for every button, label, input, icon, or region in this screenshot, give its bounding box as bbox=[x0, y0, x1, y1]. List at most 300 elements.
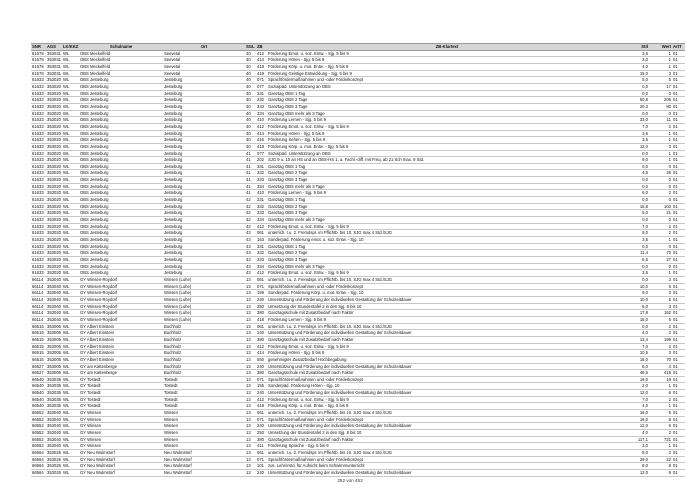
table-cell: 418 bbox=[256, 63, 267, 70]
table-row bbox=[31, 177, 685, 184]
table-cell: OBS Jesteburg bbox=[79, 223, 163, 230]
table-cell: 66540 bbox=[31, 403, 46, 410]
table-cell: 01 bbox=[672, 436, 685, 443]
table-row bbox=[31, 456, 685, 463]
table-cell: 10,5 bbox=[627, 350, 649, 357]
table-cell: 40 bbox=[245, 110, 256, 117]
table-cell: 205 bbox=[649, 97, 672, 104]
table-cell: Sonderpäd. Förderung emot. u. soz. Entw. - Sjg. 10 bbox=[267, 237, 627, 244]
table-row bbox=[31, 403, 685, 410]
table-cell: 4,5 bbox=[627, 170, 649, 177]
page-number: 252 von 453 bbox=[337, 478, 363, 483]
table-cell: 353020 bbox=[47, 143, 61, 149]
table-cell: Förderung Körp. u. mot. Entw. - Sjg. 5 bis 9 bbox=[267, 143, 627, 150]
table-cell: 66114 bbox=[31, 303, 46, 310]
table-cell: Förderung Emot. u. soz. Entw. - Sjg. 5 bis 9 bbox=[267, 343, 627, 350]
table-cell: GY Neu Wulmstorf bbox=[79, 470, 163, 477]
table-cell: WL bbox=[62, 203, 79, 210]
table-cell: Winsen bbox=[163, 436, 245, 443]
table-cell: 3,5 bbox=[627, 270, 649, 277]
table-cell: 0 bbox=[649, 110, 672, 117]
table-cell: 6 bbox=[649, 390, 672, 397]
table-cell: 01 bbox=[672, 343, 685, 350]
table-cell: WL bbox=[62, 83, 79, 90]
table-cell: 353026 bbox=[47, 470, 61, 475]
table-cell: 240 bbox=[256, 470, 267, 477]
table-cell: 01 bbox=[672, 423, 685, 430]
table-cell: OBS Jesteburg bbox=[79, 217, 163, 224]
table-cell: 332 bbox=[256, 203, 267, 210]
table-cell: Jesteburg bbox=[163, 203, 245, 210]
table-cell: Jesteburg bbox=[163, 250, 245, 257]
table-cell: 01 bbox=[672, 356, 685, 363]
table-cell: 66515 bbox=[31, 343, 46, 350]
table-cell: 61633 bbox=[31, 223, 46, 230]
table-cell: 40 bbox=[245, 130, 256, 137]
table-cell: 41 bbox=[245, 177, 256, 184]
table-cell: 2 bbox=[649, 223, 672, 230]
table-cell: OBS Meckelfeld bbox=[79, 57, 163, 64]
table-cell: GY Winsen-Roydorf bbox=[79, 316, 163, 323]
table-cell: 380 bbox=[256, 370, 267, 377]
table-cell: 01 bbox=[672, 243, 685, 250]
table-cell: 40 bbox=[245, 70, 256, 77]
table-row bbox=[31, 77, 685, 84]
table-cell: Ganztag OBS 3 Tage bbox=[267, 257, 627, 264]
table-cell: WL bbox=[62, 183, 79, 190]
table-cell: Jesteburg bbox=[163, 130, 245, 137]
table-cell: 155 bbox=[256, 383, 267, 390]
table-cell: OBS Jesteburg bbox=[79, 237, 163, 244]
table-cell: 353040 bbox=[47, 410, 61, 416]
table-cell: 0,0 bbox=[627, 83, 649, 90]
table-cell: Winsen (Luhe) bbox=[163, 283, 245, 290]
table-cell: 3 bbox=[649, 303, 672, 310]
table-row bbox=[31, 396, 685, 403]
table-cell: GY Tostedt bbox=[79, 383, 163, 390]
table-cell: 5 bbox=[649, 410, 672, 417]
table-cell: Winsen (Luhe) bbox=[163, 303, 245, 310]
table-cell: Jesteburg bbox=[163, 257, 245, 264]
table-cell: 331 bbox=[256, 90, 267, 97]
table-row bbox=[31, 83, 685, 90]
table-cell: 2 bbox=[649, 343, 672, 350]
table-cell: WL bbox=[62, 356, 79, 363]
table-cell: 353040 bbox=[47, 276, 61, 282]
table-header-row bbox=[31, 44, 685, 51]
table-cell: 66552 bbox=[31, 423, 46, 430]
table-cell: 353020 bbox=[47, 250, 61, 256]
table-cell: OBS Jesteburg bbox=[79, 83, 163, 90]
table-cell: 8,0 bbox=[627, 363, 649, 370]
table-cell: Sprachfördermaßnahmen und -oder Förderkonzept bbox=[267, 456, 627, 463]
table-row bbox=[31, 190, 685, 197]
table-cell: 3,5 bbox=[627, 137, 649, 144]
table-cell: 061 bbox=[256, 276, 267, 283]
table-cell: Jesteburg bbox=[163, 150, 245, 157]
table-cell: 3,5 bbox=[627, 50, 649, 57]
table-cell: 0,0 bbox=[627, 90, 649, 97]
table-cell: 01 bbox=[672, 190, 685, 197]
table-cell: Jesteburg bbox=[163, 83, 245, 90]
table-cell: unterrich. t.u. 2. Fremdspr. im Pflichtb. bis 10. SJG max 4 Std./SJG bbox=[267, 230, 627, 237]
table-cell: GY Winsen bbox=[79, 410, 163, 417]
table-cell: 353020 bbox=[47, 263, 61, 269]
table-cell: OBS Jesteburg bbox=[79, 250, 163, 257]
table-cell: 353020 bbox=[47, 190, 61, 196]
table-cell: 199 bbox=[649, 336, 672, 343]
table-cell: WL bbox=[62, 143, 79, 150]
table-cell: 061 bbox=[256, 450, 267, 457]
table-cell: 10,0 bbox=[627, 283, 649, 290]
table-cell: 40 bbox=[245, 117, 256, 124]
table-row bbox=[31, 170, 685, 177]
table-cell: 13 bbox=[245, 403, 256, 410]
table-cell: 13 bbox=[245, 456, 256, 463]
table-cell: 1 bbox=[649, 383, 672, 390]
table-cell: 61633 bbox=[31, 257, 46, 264]
table-cell: WL bbox=[62, 370, 79, 377]
table-cell: 42 bbox=[245, 210, 256, 217]
table-cell: 353020 bbox=[47, 223, 61, 229]
table-cell: 1 bbox=[649, 50, 672, 57]
table-cell: 15,8 bbox=[627, 203, 649, 210]
table-cell: 353020 bbox=[47, 170, 61, 176]
table-cell: GY Winsen-Roydorf bbox=[79, 276, 163, 283]
table-cell: WL bbox=[62, 117, 79, 124]
table-cell: 353020 bbox=[47, 77, 61, 83]
table-row bbox=[31, 210, 685, 217]
table-cell: 103 bbox=[649, 203, 672, 210]
table-cell: SJG 9 u. 10 an HS und an OBS-HS 1. a. Fachl.-diff. mit Freq. ab 21 Sch max. 9 Std. bbox=[267, 157, 627, 164]
table-cell: 01 bbox=[672, 223, 685, 230]
table-cell: 117,1 bbox=[627, 436, 649, 443]
table-cell: WL bbox=[62, 150, 79, 157]
table-cell: 7,0 bbox=[627, 123, 649, 130]
table-cell: Förderung Emot. u. soz. Entw. - Sjg. 5 bis 9 bbox=[267, 123, 627, 130]
table-cell: 66552 bbox=[31, 410, 46, 417]
table-cell: Jesteburg bbox=[163, 263, 245, 270]
table-cell: 12,0 bbox=[627, 423, 649, 430]
table-cell: Jesteburg bbox=[163, 170, 245, 177]
table-cell: 8 bbox=[649, 416, 672, 423]
table-cell: 66114 bbox=[31, 316, 46, 323]
table-cell: 5,0 bbox=[627, 210, 649, 217]
table-cell: 1 bbox=[649, 237, 672, 244]
table-cell: 353040 bbox=[47, 423, 61, 429]
table-row bbox=[31, 470, 685, 477]
table-cell: 13 bbox=[245, 416, 256, 423]
table-cell: 01 bbox=[672, 70, 685, 77]
table-cell: 414 bbox=[256, 130, 267, 137]
table-cell: Förderung Sprache - Sjg. 5 bis 9 bbox=[267, 443, 627, 450]
table-cell: 250 bbox=[256, 430, 267, 437]
column-header: LK/KKZ bbox=[63, 44, 79, 49]
table-cell: Jesteburg bbox=[163, 177, 245, 184]
table-cell: 13 bbox=[245, 316, 256, 323]
table-cell: 01 bbox=[672, 150, 685, 157]
report-sheet bbox=[31, 43, 685, 477]
table-cell: 61633 bbox=[31, 190, 46, 197]
table-cell: 071 bbox=[256, 283, 267, 290]
table-cell: Sozialpäd. Unterstützung an OBS bbox=[267, 83, 627, 90]
table-cell: 353040 bbox=[47, 283, 61, 289]
table-cell: Förderung Sehen - Sjg. 5 bis 9 bbox=[267, 137, 627, 144]
table-cell: OBS Jesteburg bbox=[79, 203, 163, 210]
table-row bbox=[31, 316, 685, 323]
table-cell: 1 bbox=[649, 270, 672, 277]
table-cell: 13 bbox=[245, 423, 256, 430]
table-cell: 01 bbox=[672, 83, 685, 90]
table-cell: 5 bbox=[649, 283, 672, 290]
table-cell: Winsen (Luhe) bbox=[163, 310, 245, 317]
table-cell: WL bbox=[62, 77, 79, 84]
table-cell: 240 bbox=[256, 390, 267, 397]
table-cell: WL bbox=[62, 210, 79, 217]
table-cell: 353020 bbox=[47, 137, 61, 143]
table-row bbox=[31, 343, 685, 350]
table-cell: 1 bbox=[649, 403, 672, 410]
table-cell: 331 bbox=[256, 163, 267, 170]
table-cell: 66114 bbox=[31, 283, 46, 290]
table-cell: 410 bbox=[256, 117, 267, 124]
table-cell: 01 bbox=[672, 296, 685, 303]
table-cell: 0,0 bbox=[627, 150, 649, 157]
table-cell: Ganztag OBS 1 Tag bbox=[267, 163, 627, 170]
table-cell: 6 bbox=[649, 423, 672, 430]
table-cell: Umsetzung der Stundentafel 2 in den Sjg. 8 bis 10 bbox=[267, 430, 627, 437]
table-cell: 353005 bbox=[47, 323, 61, 329]
table-cell: Jesteburg bbox=[163, 237, 245, 244]
table-cell: GY Winsen bbox=[79, 436, 163, 443]
table-cell: Jesteburg bbox=[163, 197, 245, 204]
table-cell: 61633 bbox=[31, 110, 46, 117]
table-cell: 01 bbox=[672, 197, 685, 204]
table-cell: Ganztag OBS 2 Tage bbox=[267, 97, 627, 104]
table-cell: 202 bbox=[256, 157, 267, 164]
table-cell: WL bbox=[62, 223, 79, 230]
table-cell: 8 bbox=[649, 463, 672, 470]
table-cell: Seevetal bbox=[163, 70, 245, 77]
table-cell: 071 bbox=[256, 376, 267, 383]
table-row bbox=[31, 276, 685, 283]
table-cell: 415 bbox=[649, 370, 672, 377]
table-cell: 01 bbox=[672, 330, 685, 337]
table-cell: OBS Jesteburg bbox=[79, 190, 163, 197]
table-cell: WL bbox=[62, 396, 79, 403]
table-cell: OBS Jesteburg bbox=[79, 230, 163, 237]
table-cell: 353031 bbox=[47, 70, 61, 76]
table-cell: 353020 bbox=[47, 197, 61, 203]
table-cell: 40 bbox=[245, 123, 256, 130]
table-row bbox=[31, 303, 685, 310]
table-cell: WL bbox=[62, 257, 79, 264]
table-cell: GY Albert Einstein bbox=[79, 336, 163, 343]
table-cell: Ganztag OBS 1 Tag bbox=[267, 243, 627, 250]
table-cell: 61633 bbox=[31, 243, 46, 250]
table-cell: 5 bbox=[649, 296, 672, 303]
table-cell: Winsen bbox=[163, 410, 245, 417]
table-cell: 240 bbox=[256, 296, 267, 303]
table-cell: 66564 bbox=[31, 470, 46, 477]
table-cell: 353026 bbox=[47, 456, 61, 462]
table-cell: 01 bbox=[672, 270, 685, 277]
table-cell: 66515 bbox=[31, 350, 46, 357]
table-cell: 66114 bbox=[31, 290, 46, 297]
table-row bbox=[31, 430, 685, 437]
table-row bbox=[31, 110, 685, 117]
table-cell: 41 bbox=[245, 150, 256, 157]
table-cell: WL bbox=[62, 430, 79, 437]
table-row bbox=[31, 450, 685, 457]
table-cell: 412 bbox=[256, 396, 267, 403]
table-row bbox=[31, 97, 685, 104]
table-cell: Buchholz bbox=[163, 370, 245, 377]
table-cell: 071 bbox=[256, 77, 267, 84]
table-row bbox=[31, 123, 685, 130]
table-cell: 01 bbox=[672, 130, 685, 137]
table-cell: 353040 bbox=[47, 443, 61, 449]
table-cell: 353005 bbox=[47, 356, 61, 362]
table-cell: 353020 bbox=[47, 243, 61, 249]
table-row bbox=[31, 390, 685, 397]
table-cell: WL bbox=[62, 376, 79, 383]
table-cell: Seevetal bbox=[163, 57, 245, 64]
table-cell: Buchholz bbox=[163, 330, 245, 337]
table-cell: 41 bbox=[245, 163, 256, 170]
table-cell: GY Winsen-Roydorf bbox=[79, 303, 163, 310]
table-cell: WL bbox=[62, 450, 79, 457]
table-cell: 353020 bbox=[47, 230, 61, 236]
table-cell: 101 bbox=[256, 463, 267, 470]
table-cell: Förderung Geistige Entwicklung - Sjg. 5 bis 9 bbox=[267, 70, 627, 77]
table-cell: WL bbox=[62, 330, 79, 337]
table-cell: 13 bbox=[245, 363, 256, 370]
table-row bbox=[31, 250, 685, 257]
table-cell: Ganztag OBS 3 Tage bbox=[267, 177, 627, 184]
table-cell: OBS Jesteburg bbox=[79, 170, 163, 177]
table-cell: 01 bbox=[672, 310, 685, 317]
table-cell: 61633 bbox=[31, 143, 46, 150]
table-cell: 353005 bbox=[47, 330, 61, 336]
table-cell: Jesteburg bbox=[163, 270, 245, 277]
table-cell: 01 bbox=[672, 123, 685, 130]
table-cell: 61578 bbox=[31, 57, 46, 64]
table-cell: 0,0 bbox=[627, 177, 649, 184]
table-cell: 19,0 bbox=[627, 376, 649, 383]
table-cell: 6 bbox=[649, 470, 672, 477]
table-cell: 353020 bbox=[47, 157, 61, 163]
table-cell: 412 bbox=[256, 50, 267, 57]
table-row bbox=[31, 443, 685, 450]
table-cell: 22 bbox=[649, 456, 672, 463]
table-cell: 66552 bbox=[31, 416, 46, 423]
table-cell: 01 bbox=[672, 416, 685, 423]
table-row bbox=[31, 203, 685, 210]
table-cell: 61578 bbox=[31, 50, 46, 57]
table-cell: Unterstützung und Förderung der individuellen Gestaltung der Schulzeitdauer bbox=[267, 363, 627, 370]
table-cell: WL bbox=[62, 130, 79, 137]
table-cell: 01 bbox=[672, 137, 685, 144]
table-cell: 42 bbox=[245, 197, 256, 204]
table-cell: 353020 bbox=[47, 150, 61, 156]
table-cell: Förderung Hören - Sjg. 5 bis 9 bbox=[267, 57, 627, 64]
table-cell: 01 bbox=[672, 97, 685, 104]
table-cell: 0 bbox=[649, 263, 672, 270]
table-cell: 42 bbox=[245, 203, 256, 210]
table-cell: OBS Jesteburg bbox=[79, 77, 163, 84]
table-cell: Jesteburg bbox=[163, 143, 245, 150]
table-cell: 353020 bbox=[47, 97, 61, 103]
table-cell: WL bbox=[62, 350, 79, 357]
table-cell: 2 bbox=[649, 430, 672, 437]
table-cell: WL bbox=[62, 63, 79, 70]
table-cell: 13 bbox=[245, 443, 256, 450]
table-cell: 61578 bbox=[31, 70, 46, 77]
table-cell: 0 bbox=[649, 197, 672, 204]
table-cell: 61633 bbox=[31, 270, 46, 277]
table-cell: Sprachfördermaßnahmen und -oder Förderkonzept bbox=[267, 77, 627, 84]
table-cell: 01 bbox=[672, 157, 685, 164]
table-cell: 13 bbox=[245, 350, 256, 357]
table-cell: 331 bbox=[256, 197, 267, 204]
table-cell: 6,5 bbox=[627, 257, 649, 264]
table-cell: WL bbox=[62, 423, 79, 430]
table-cell: Buchholz bbox=[163, 343, 245, 350]
table-cell: 418 bbox=[256, 316, 267, 323]
table-row bbox=[31, 217, 685, 224]
table-cell: 01 bbox=[672, 77, 685, 84]
table-cell: 40 bbox=[245, 143, 256, 150]
table-cell: 13 bbox=[245, 410, 256, 417]
table-cell: Neu Wulmstorf bbox=[163, 463, 245, 470]
table-cell: 5 bbox=[649, 316, 672, 323]
table-cell: 353020 bbox=[47, 217, 61, 223]
table-cell: 240 bbox=[256, 363, 267, 370]
table-cell: 353020 bbox=[47, 237, 61, 243]
table-cell: 01 bbox=[672, 456, 685, 463]
table-cell: 13 bbox=[245, 383, 256, 390]
table-cell: 5,0 bbox=[627, 77, 649, 84]
table-cell: 12,0 bbox=[627, 470, 649, 477]
table-cell: 0,0 bbox=[627, 163, 649, 170]
table-cell: GY am Kattenberge bbox=[79, 370, 163, 377]
table-row bbox=[31, 257, 685, 264]
table-cell: 353020 bbox=[47, 83, 61, 89]
table-cell: 01 bbox=[672, 177, 685, 184]
table-cell: 4,0 bbox=[627, 403, 649, 410]
table-cell: WL bbox=[62, 410, 79, 417]
table-cell: 01 bbox=[672, 323, 685, 330]
table-row bbox=[31, 150, 685, 157]
table-cell: 43 bbox=[245, 237, 256, 244]
table-cell: 01 bbox=[672, 336, 685, 343]
table-row bbox=[31, 63, 685, 70]
table-cell: Tostedt bbox=[163, 403, 245, 410]
table-cell: 1 bbox=[649, 150, 672, 157]
column-header: Ort bbox=[163, 44, 245, 51]
table-cell: 333 bbox=[256, 210, 267, 217]
table-cell: 353005 bbox=[47, 363, 61, 369]
table-cell: 332 bbox=[256, 97, 267, 104]
table-cell: 40 bbox=[245, 50, 256, 57]
table-cell: 66515 bbox=[31, 336, 46, 343]
table-row bbox=[31, 410, 685, 417]
table-cell: Tostedt bbox=[163, 376, 245, 383]
table-cell: 3,5 bbox=[627, 130, 649, 137]
table-cell: 01 bbox=[672, 396, 685, 403]
table-cell: 13 bbox=[245, 436, 256, 443]
